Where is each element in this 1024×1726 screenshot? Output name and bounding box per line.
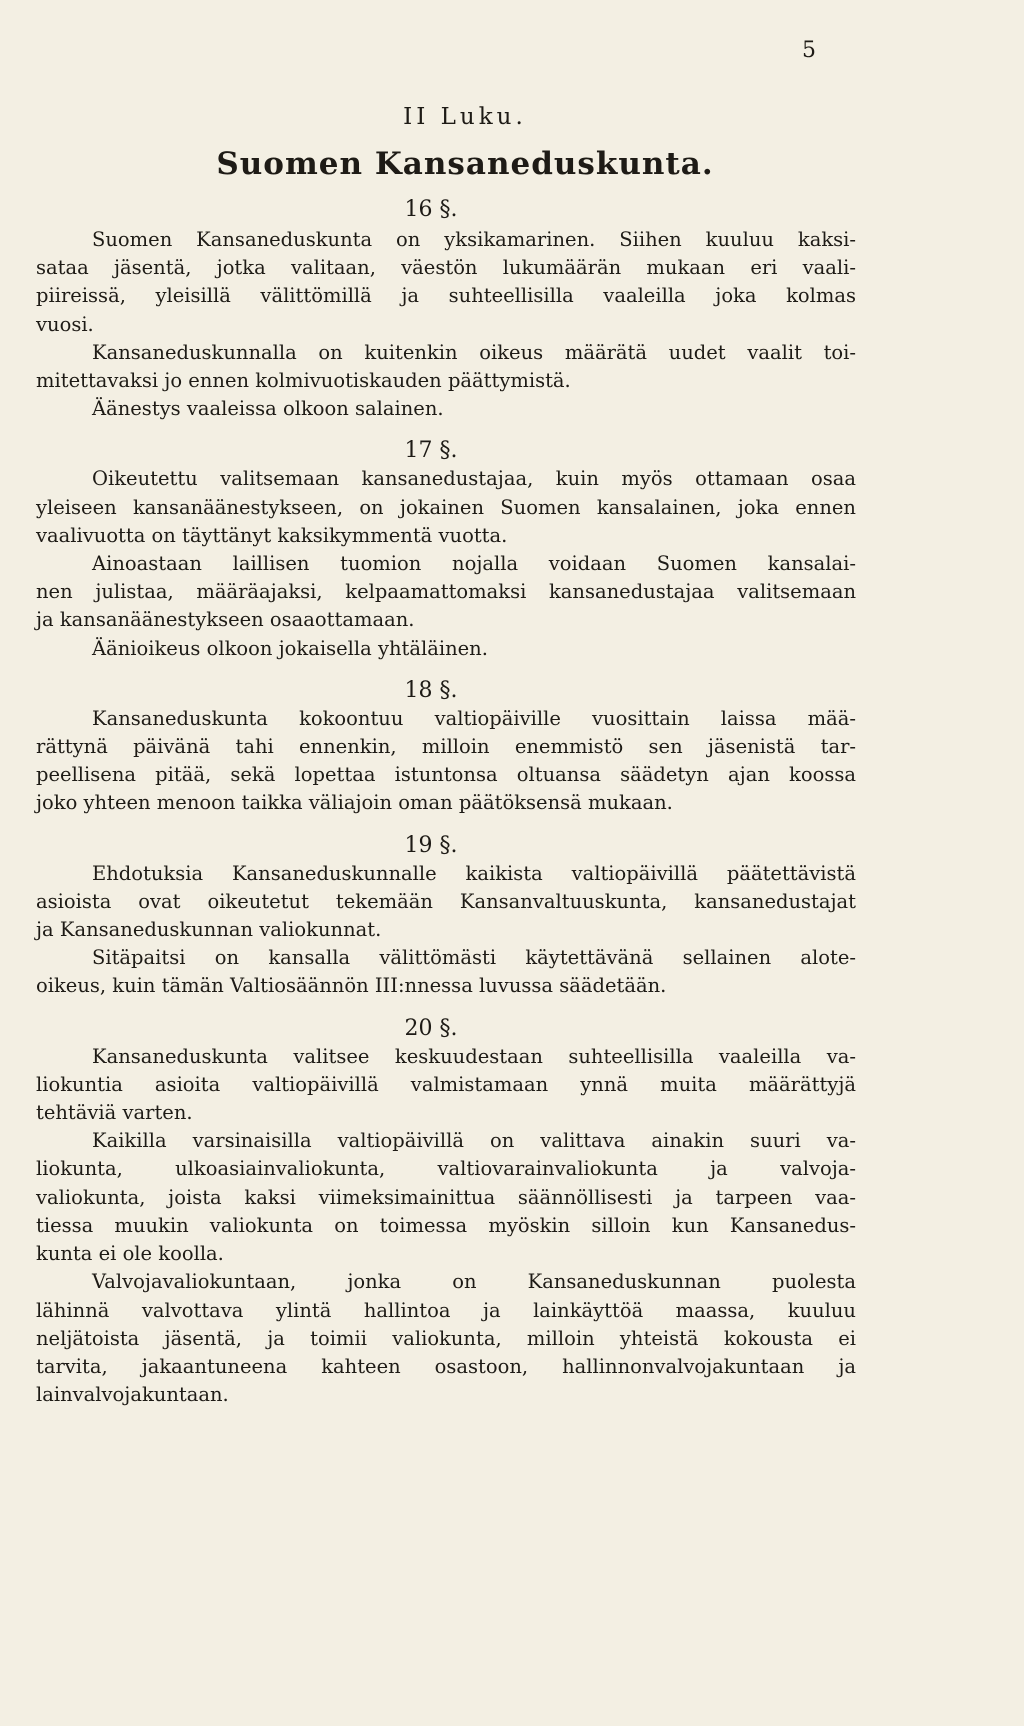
section-heading: 20 §.: [404, 1015, 458, 1041]
text-line: liokunta, ulkoasiainvaliokunta, valtiovarainvaliokunta ja valvoja-: [36, 1157, 856, 1181]
text-line: Äänioikeus olkoon jokaisella yhtäläinen.: [92, 636, 488, 660]
text-line: peellisena pitää, sekä lopettaa istuntonsa oltuansa säädetyn ajan koossa: [36, 763, 856, 787]
text-line: Kansaneduskunnalla on kuitenkin oikeus määrätä uudet vaalit toi-: [92, 340, 856, 364]
main-title: Suomen Kansaneduskunta.: [216, 146, 714, 182]
section-gap: [36, 818, 856, 832]
text-line: Ainoastaan laillisen tuomion nojalla voidaan Suomen kansalai-: [92, 552, 856, 576]
section: [36, 196, 856, 423]
text-line: Kaikilla varsinaisilla valtiopäivillä on valittava ainakin suuri va-: [92, 1129, 856, 1153]
section-gap: [36, 1001, 856, 1015]
text-line: vuosi.: [36, 312, 94, 336]
paragraph: [36, 395, 856, 423]
text-line: Suomen Kansaneduskunta on yksikamarinen. Siihen kuuluu kaksi-: [92, 228, 856, 251]
section-gap: [36, 423, 856, 437]
text-line: mitettavaksi jo ennen kolmivuotiskauden päättymistä.: [36, 369, 571, 393]
text-line: kunta ei ole koolla.: [36, 1242, 224, 1266]
text-line: asioista ovat oikeutetut tekemään Kansanvaltuuskunta, kansanedustajat: [36, 889, 856, 913]
text-line: rättynä päivänä tahi ennenkin, milloin enemmistö sen jäsenistä tar-: [36, 735, 856, 759]
text-line: joko yhteen menoon taikka väliajoin oman päätöksensä mukaan.: [36, 791, 673, 815]
chapter-heading: II Luku.: [403, 104, 527, 130]
text-line: liokuntia asioita valtiopäivillä valmistamaan ynnä muita määrättyjä: [36, 1072, 856, 1096]
section: [36, 1015, 856, 1410]
text-line: nen julistaa, määräajaksi, kelpaamattomaksi kansanedustajaa valitsemaan: [36, 580, 856, 604]
text-line: ja Kansaneduskunnan valiokunnat.: [36, 918, 382, 942]
text-line: Kansaneduskunta kokoontuu valtiopäiville vuosittain laissa mää-: [92, 706, 856, 730]
section: [36, 832, 856, 1001]
text-line: lainvalvojakuntaan.: [36, 1383, 229, 1407]
section-gap: [36, 663, 856, 677]
text-line: Valvojavaliokuntaan, jonka on Kansaneduskunnan puolesta: [92, 1270, 856, 1294]
text-line: sataa jäsentä, jotka valitaan, väestön lukumäärän mukaan eri vaali-: [36, 256, 856, 280]
text-line: tarvita, jakaantuneena kahteen osastoon, hallinnonvalvojakuntaan ja: [36, 1354, 856, 1378]
text-line: Kansaneduskunta valitsee keskuudestaan suhteellisilla vaaleilla va-: [92, 1044, 856, 1068]
section-heading: 18 §.: [404, 677, 458, 703]
text-line: lähinnä valvottava ylintä hallintoa ja lainkäyttöä maassa, kuuluu: [36, 1298, 856, 1322]
paragraph: [36, 226, 856, 339]
paragraph: [36, 944, 856, 1000]
paragraph: [36, 635, 856, 663]
paragraph: [36, 465, 856, 550]
section-heading: 19 §.: [404, 832, 458, 858]
text-line: tehtäviä varten.: [36, 1101, 193, 1125]
text-line: yleiseen kansanäänestykseen, on jokainen Suomen kansalainen, joka ennen: [36, 495, 856, 519]
page-number: 5: [802, 38, 816, 63]
text-line: oikeus, kuin tämän Valtiosäännön III:nnessa luvussa säädetään.: [36, 974, 667, 998]
text-line: tiessa muukin valiokunta on toimessa myöskin silloin kun Kansanedus-: [36, 1213, 856, 1237]
paragraph: [36, 550, 856, 635]
paragraph: [36, 1043, 856, 1128]
paragraph: [36, 705, 856, 818]
text-line: Sitäpaitsi on kansalla välittömästi käytettävänä sellainen alote-: [92, 946, 856, 970]
document-body: [36, 190, 856, 1409]
text-line: Ehdotuksia Kansaneduskunnalle kaikista valtiopäivillä päätettävistä: [92, 861, 856, 885]
paragraph: [36, 339, 856, 395]
section: [36, 437, 856, 662]
section-heading: 17 §.: [404, 438, 458, 464]
text-line: neljätoista jäsentä, ja toimii valiokunta, milloin yhteistä kokousta ei: [36, 1326, 856, 1350]
text-line: valiokunta, joista kaksi viimeksimainittua säännöllisesti ja tarpeen vaa-: [36, 1185, 856, 1209]
text-line: piireissä, yleisillä välittömillä ja suhteellisilla vaaleilla joka kolmas: [36, 284, 856, 308]
text-line: ja kansanäänestykseen osaaottamaan.: [36, 608, 415, 632]
paragraph: [36, 1268, 856, 1409]
text-line: Äänestys vaaleissa olkoon salainen.: [92, 397, 444, 421]
text-line: vaalivuotta on täyttänyt kaksikymmentä vuotta.: [36, 523, 508, 547]
paragraph: [36, 1127, 856, 1268]
paragraph: [36, 860, 856, 945]
section: [36, 677, 856, 818]
text-line: Oikeutettu valitsemaan kansanedustajaa, kuin myös ottamaan osaa: [92, 467, 856, 491]
section-heading: 16 §.: [404, 197, 458, 222]
